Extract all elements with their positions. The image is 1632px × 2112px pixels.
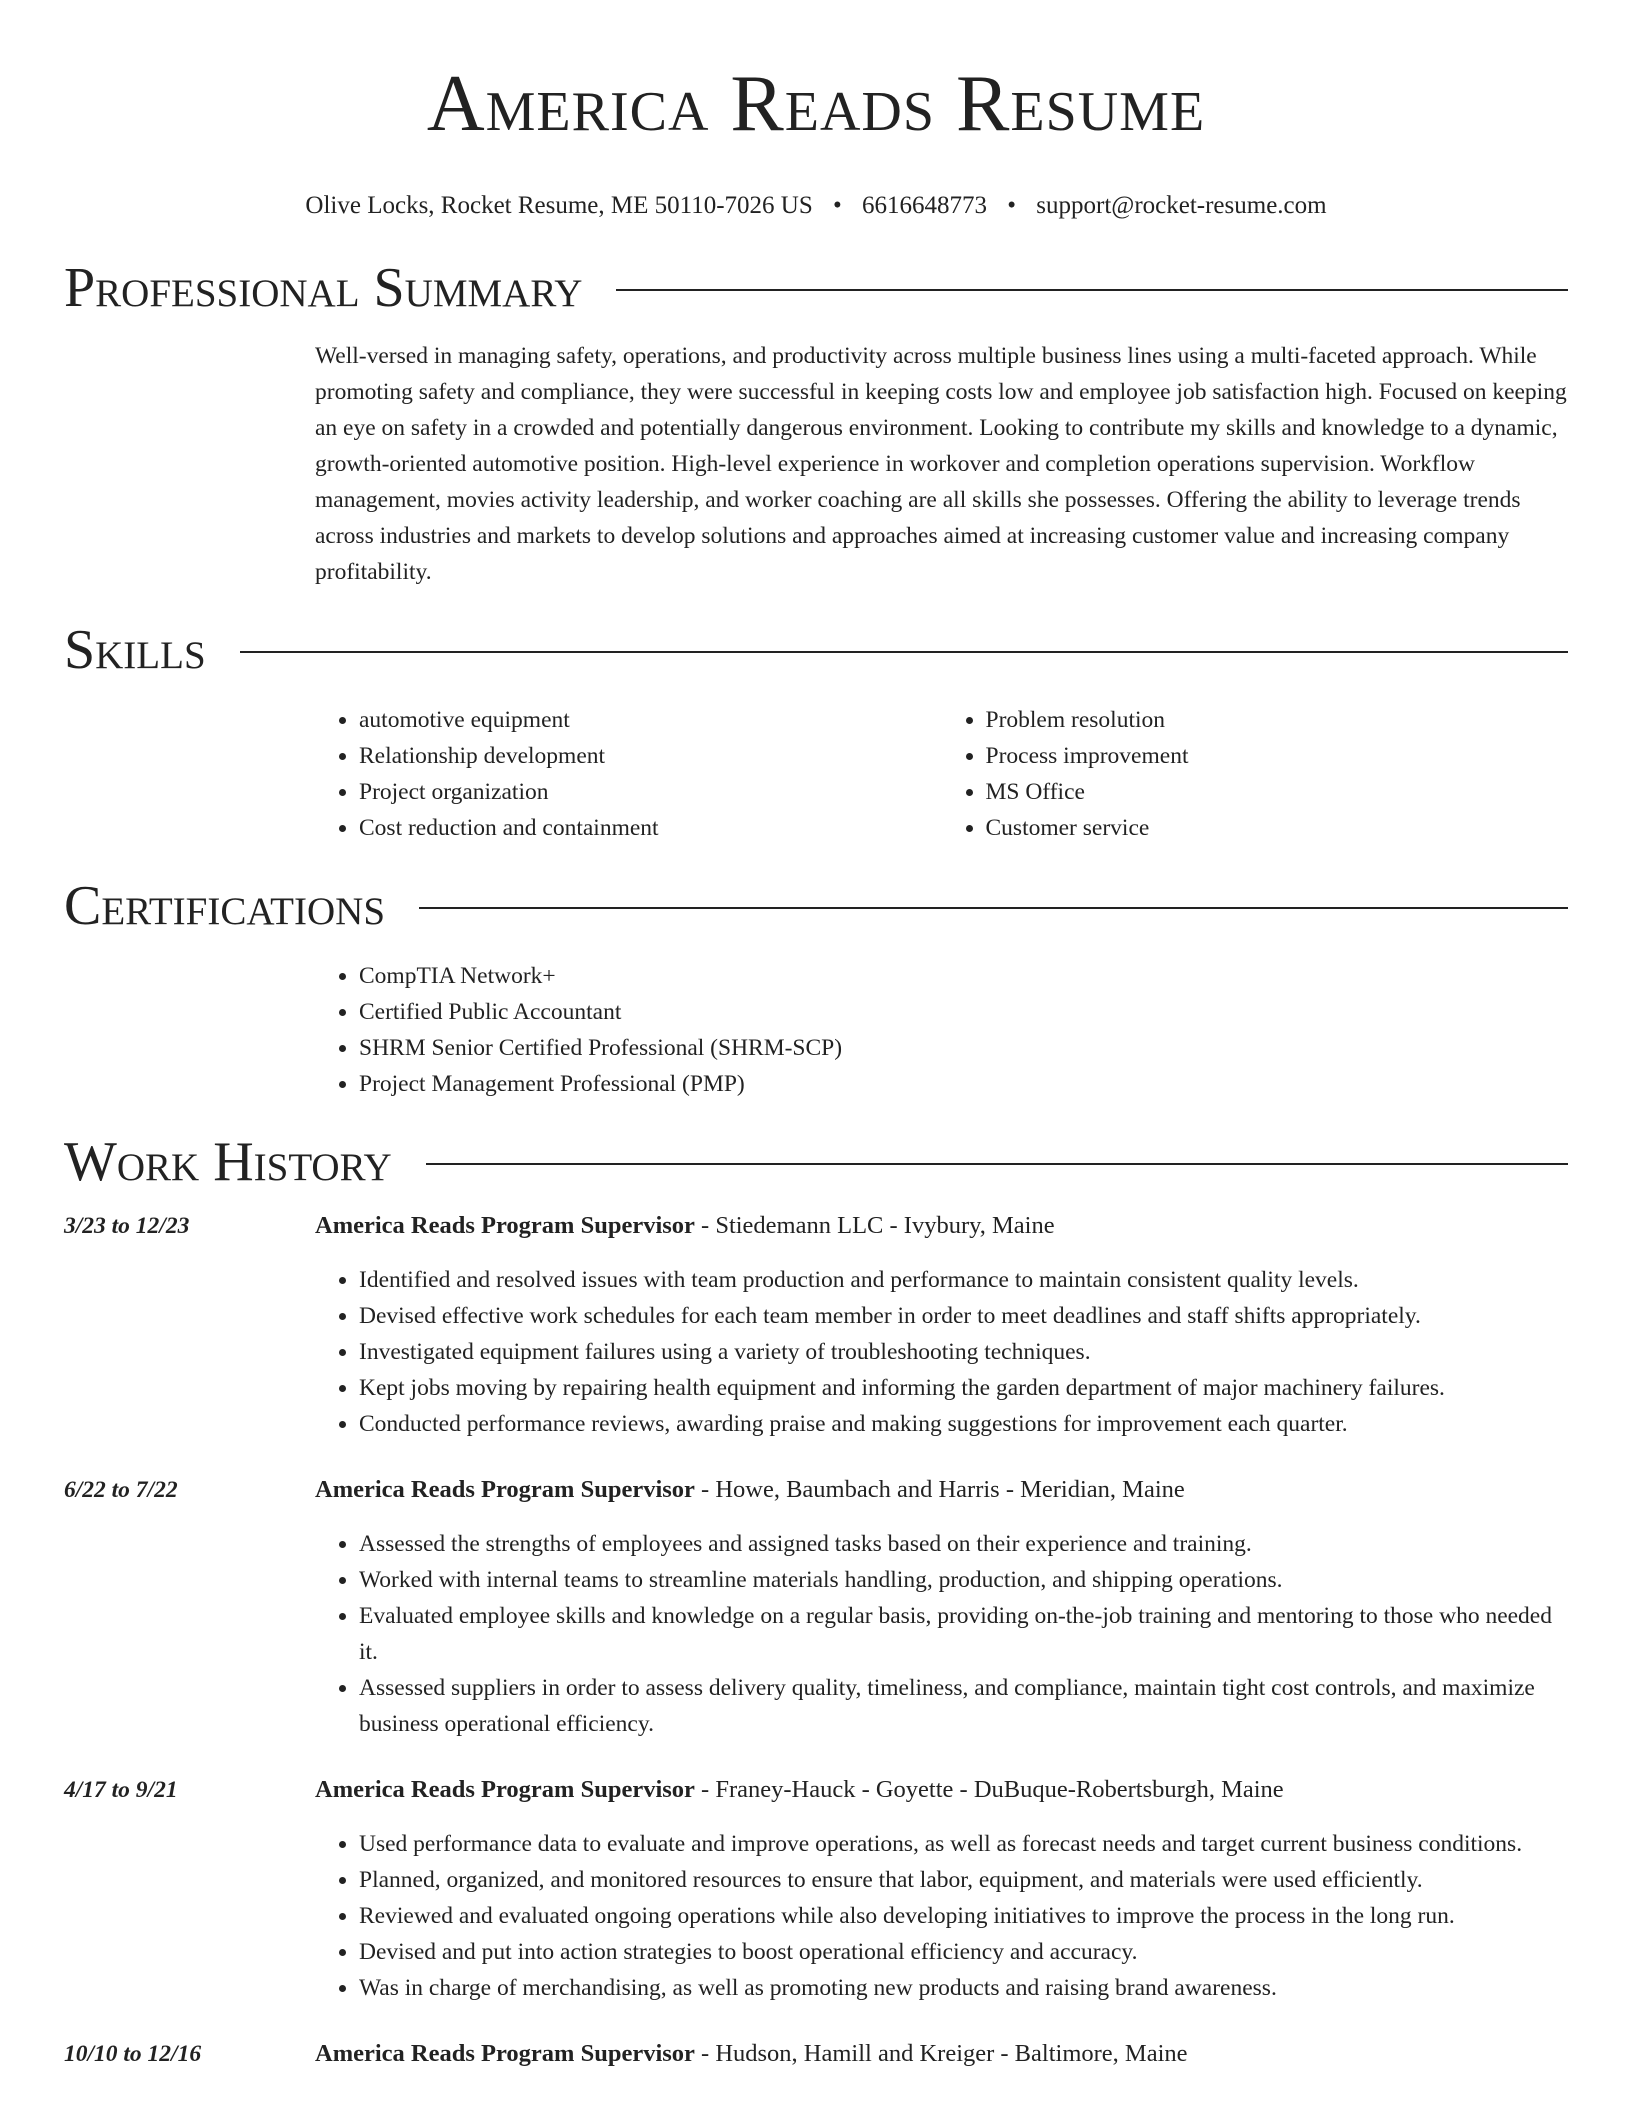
job-duty: • Used performance data to evaluate and improve operations, as well as forecast needs and target current business conditions. — [359, 1826, 1568, 1862]
work-history-list — [64, 1208, 1568, 2072]
job-header — [315, 1772, 1568, 1808]
job-duty: • Devised and put into action strategies to boost operational efficiency and accuracy. — [359, 1934, 1568, 1970]
skills-column-left — [315, 702, 942, 846]
summary-heading: Professional Summary — [64, 257, 583, 319]
job-duty: • Devised effective work schedules for each team member in order to meet deadlines and staff shifts appropriately. — [359, 1298, 1568, 1334]
job-entry — [64, 1208, 1568, 1442]
job-duty: • Identified and resolved issues with team production and performance to maintain consistent quality levels. — [359, 1262, 1568, 1298]
skills-column-right — [942, 702, 1569, 846]
skill-item: • Project organization — [359, 774, 942, 810]
skill-item: • automotive equipment — [359, 702, 942, 738]
job-entry — [64, 1772, 1568, 2006]
job-entry — [64, 2036, 1568, 2072]
section-divider — [616, 289, 1568, 291]
job-dates: 3/23 to 12/23 — [64, 1213, 190, 1239]
job-company: - Franey-Hauck - Goyette - DuBuque-Robertsburgh, Maine — [694, 1776, 1284, 1803]
job-company: - Stiedemann LLC - Ivybury, Maine — [694, 1212, 1055, 1239]
contact-separator: • — [833, 192, 842, 219]
skill-item: • MS Office — [986, 774, 1569, 810]
contact-address: Olive Locks, Rocket Resume, ME 50110-7026 US — [305, 192, 813, 219]
job-role: America Reads Program Supervisor — [315, 1776, 695, 1803]
summary-text: Well-versed in managing safety, operations, and productivity across multiple business lines using a multi-faceted approach. While promoting safety and compliance, they were successful in keeping costs low and employee job satisfaction high. Focused on keeping an eye on safety in a crowded and potentially dangerous environment. Looking to contribute my skills and knowledge to a dynamic, growth-oriented automotive position. High-level experience in workover and completion operations supervision. Workflow management, movies activity leadership, and worker coaching are all skills she possesses. Offering the ability to leverage trends across industries and markets to develop solutions and approaches aimed at increasing customer value and increasing company profitability. — [315, 343, 1567, 585]
certifications-heading: Certifications — [64, 875, 386, 937]
certification-item: • CompTIA Network+ — [359, 958, 1568, 994]
job-duties — [315, 1526, 1568, 1742]
job-duty: • Investigated equipment failures using a variety of troubleshooting techniques. — [359, 1334, 1568, 1370]
work-heading: Work History — [64, 1131, 392, 1193]
skill-item: • Problem resolution — [986, 702, 1569, 738]
job-entry — [64, 1472, 1568, 1742]
job-duties — [315, 1826, 1568, 2006]
job-header — [315, 1208, 1568, 1244]
summary-section-header — [64, 256, 1568, 320]
job-dates: 6/22 to 7/22 — [64, 1477, 178, 1503]
certification-item: • Certified Public Accountant — [359, 994, 1568, 1030]
job-duty: • Planned, organized, and monitored resources to ensure that labor, equipment, and materials were used efficiently. — [359, 1862, 1568, 1898]
skills-list — [315, 702, 1568, 846]
job-duty: • Reviewed and evaluated ongoing operations while also developing initiatives to improve the process in the long run. — [359, 1898, 1568, 1934]
job-duty: • Kept jobs moving by repairing health equipment and informing the garden department of major machinery failures. — [359, 1370, 1568, 1406]
skill-item: • Customer service — [986, 810, 1569, 846]
contact-line — [64, 190, 1568, 222]
skills-heading: Skills — [64, 619, 206, 681]
section-divider — [240, 651, 1568, 653]
job-duties — [315, 1262, 1568, 1442]
job-company: - Hudson, Hamill and Kreiger - Baltimore, Maine — [694, 2040, 1188, 2067]
job-duty: • Assessed the strengths of employees and assigned tasks based on their experience and training. — [359, 1526, 1568, 1562]
job-duty: • Worked with internal teams to streamline materials handling, production, and shipping operations. — [359, 1562, 1568, 1598]
resume-title: America Reads Resume — [426, 60, 1206, 148]
certification-item: • SHRM Senior Certified Professional (SHRM-SCP) — [359, 1030, 1568, 1066]
certifications-list — [315, 958, 1568, 1102]
skills-section-header — [64, 618, 1568, 682]
skill-item: • Cost reduction and containment — [359, 810, 942, 846]
contact-separator: • — [1007, 192, 1017, 219]
job-duty: • Evaluated employee skills and knowledge on a regular basis, providing on-the-job training and mentoring to those who needed it. — [359, 1598, 1568, 1670]
job-header — [315, 1472, 1568, 1508]
job-dates: 10/10 to 12/16 — [64, 2041, 202, 2067]
section-divider — [419, 907, 1568, 909]
job-duty: • Assessed suppliers in order to assess delivery quality, timeliness, and compliance, maintain tight cost controls, and maximize business operational efficiency. — [359, 1670, 1568, 1742]
contact-email: support@rocket-resume.com — [1036, 192, 1327, 219]
certification-item: • Project Management Professional (PMP) — [359, 1066, 1568, 1102]
job-dates: 4/17 to 9/21 — [64, 1777, 178, 1803]
section-divider — [426, 1163, 1568, 1165]
work-section-header — [64, 1130, 1568, 1194]
certifications-section-header — [64, 874, 1568, 938]
job-role: America Reads Program Supervisor — [315, 2040, 695, 2067]
skill-item: • Relationship development — [359, 738, 942, 774]
job-role: America Reads Program Supervisor — [315, 1212, 695, 1239]
skill-item: • Process improvement — [986, 738, 1569, 774]
contact-phone: 6616648773 — [862, 192, 988, 219]
job-header — [315, 2036, 1568, 2072]
job-duty: • Conducted performance reviews, awarding praise and making suggestions for improvement each quarter. — [359, 1406, 1568, 1442]
job-company: - Howe, Baumbach and Harris - Meridian, Maine — [694, 1476, 1185, 1503]
job-role: America Reads Program Supervisor — [315, 1476, 695, 1503]
job-duty: • Was in charge of merchandising, as well as promoting new products and raising brand awareness. — [359, 1970, 1568, 2006]
